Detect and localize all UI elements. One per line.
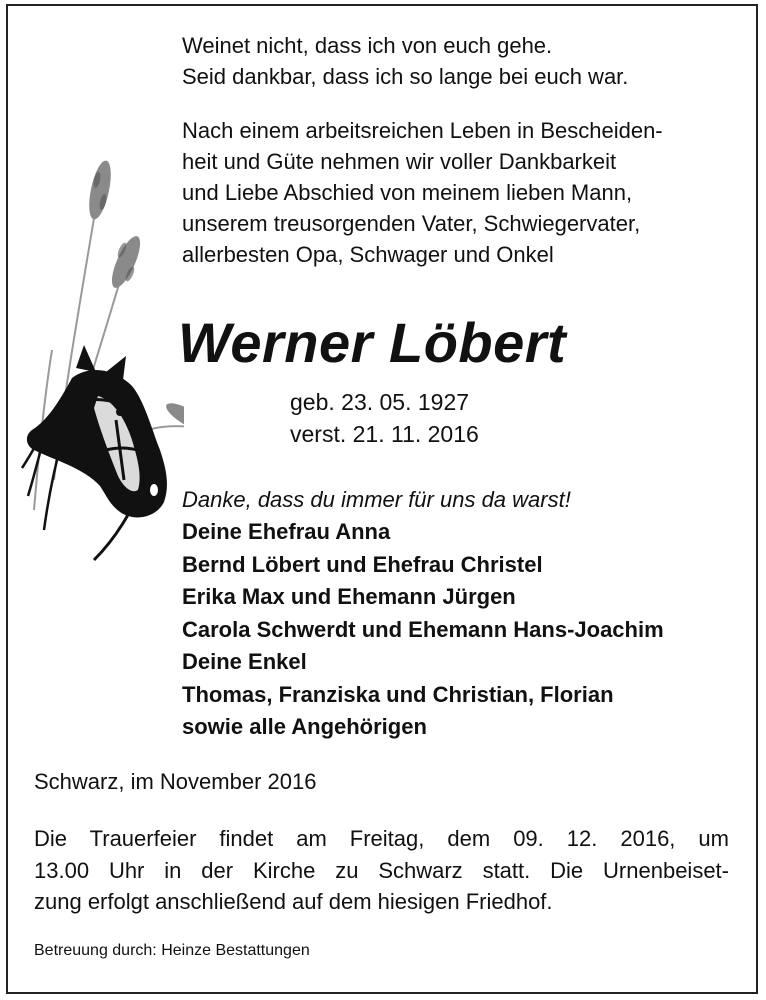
family-line: Bernd Löbert und Ehefrau Christel xyxy=(182,551,543,577)
death-date: verst. 21. 11. 2016 xyxy=(290,421,479,447)
intro-line: heit und Güte nehmen wir voller Dankbarkeit xyxy=(182,149,617,174)
intro-paragraph xyxy=(182,115,663,270)
family-signatures xyxy=(182,516,664,744)
motto-line: Weinet nicht, dass ich von euch gehe. xyxy=(182,33,553,58)
family-line: Carola Schwerdt und Ehemann Hans-Joachim xyxy=(182,616,664,642)
funeral-line: zung erfolgt anschließend auf dem hiesigen Friedhof. xyxy=(34,889,553,914)
funeral-line: Die Trauerfeier findet am Freitag, dem 09. 12. 2016, um xyxy=(34,826,729,851)
family-line: Deine Ehefrau Anna xyxy=(182,519,391,544)
motto-verse xyxy=(182,30,628,92)
intro-line: und Liebe Abschied von meinem lieben Mann, xyxy=(182,180,633,205)
thanks-line: Danke, dass du immer für uns da warst! xyxy=(182,487,571,512)
birth-date: geb. 23. 05. 1927 xyxy=(290,389,470,415)
family-line: sowie alle Angehörigen xyxy=(182,714,427,739)
family-line: Thomas, Franziska und Christian, Florian xyxy=(182,681,614,707)
family-line: Erika Max und Ehemann Jürgen xyxy=(182,584,516,609)
life-dates xyxy=(290,386,479,450)
family-line: Deine Enkel xyxy=(182,649,307,674)
intro-line: allerbesten Opa, Schwager und Onkel xyxy=(182,242,554,267)
funeral-details xyxy=(34,823,729,918)
funeral-line: 13.00 Uhr in der Kirche zu Schwarz statt. Die Urnenbeiset- xyxy=(34,857,729,883)
deceased-name: Werner Löbert xyxy=(178,311,567,374)
motto-line: Seid dankbar, dass ich so lange bei euch war. xyxy=(182,64,629,89)
funeral-home-credit: Betreuung durch: Heinze Bestattungen xyxy=(34,942,310,959)
place-and-date: Schwarz, im November 2016 xyxy=(34,769,317,794)
intro-line: unserem treusorgenden Vater, Schwiegervater, xyxy=(182,211,641,236)
horse-head-with-wheat-icon xyxy=(14,150,184,570)
intro-line: Nach einem arbeitsreichen Leben in Bescheiden- xyxy=(182,118,663,143)
